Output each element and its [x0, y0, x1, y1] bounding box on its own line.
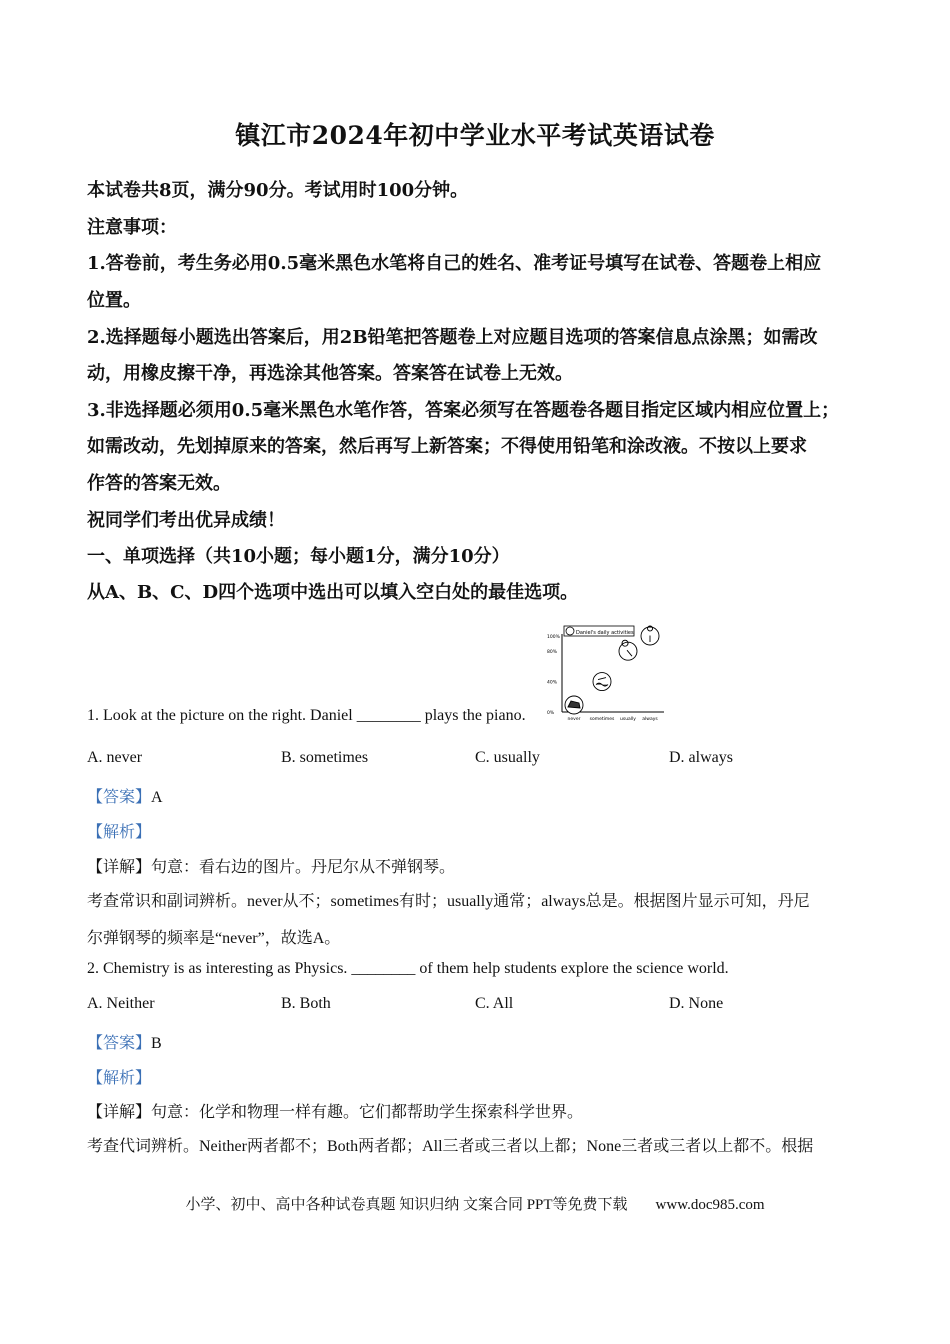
q2-option-c[interactable]: C. All	[475, 995, 514, 1012]
microphone-icon	[641, 626, 659, 645]
x-tick-label: always	[642, 717, 658, 722]
q1-analysis-line	[87, 819, 151, 842]
notice-heading: 注意事项：	[87, 217, 177, 238]
notice-item-3-cont2: 作答的答案无效。	[87, 473, 231, 494]
detail-tag: 【详解】	[87, 1104, 152, 1121]
q2-detail-line	[87, 1099, 583, 1122]
x-tick-label: never	[567, 717, 581, 722]
q1-option-d[interactable]: D. always	[669, 749, 733, 766]
notice-item-2: 2.选择题每小题选出答案后，用2B铅笔把答题卷上对应题目选项的答案信息点涂黑；如需改	[87, 327, 818, 348]
q2-explanation: 考查代词辨析。Neither两者都不；Both两者都；All三者或三者以上都；None三者或三者以上都不。根据	[87, 1138, 814, 1155]
q1-detail: 句意：看右边的图片。丹尼尔从不弹钢琴。	[151, 859, 456, 876]
notice-item-3-cont: 如需改动，先划掉原来的答案，然后再写上新答案；不得使用铅笔和涂改液。不按以上要求	[87, 436, 807, 457]
q1-answer-line	[87, 784, 163, 807]
swimming-icon	[593, 673, 611, 691]
chart-title: Daniel's daily activities	[576, 630, 634, 636]
y-tick-label: 100%	[547, 635, 560, 640]
q2-answer-line	[87, 1030, 162, 1053]
analysis-tag: 【解析】	[87, 1070, 152, 1087]
piano-icon	[565, 696, 583, 714]
q2-option-b[interactable]: B. Both	[281, 995, 331, 1012]
section-heading: 一、单项选择（共10小题；每小题1分，满分10分）	[87, 546, 510, 567]
q1-explanation: 考查常识和副词辨析。never从不；sometimes有时；usually通常；always总是。根据图片显示可知，丹尼	[87, 893, 810, 910]
q1-answer: A	[151, 789, 163, 806]
x-tick-label: usually	[620, 717, 636, 722]
q2-option-d[interactable]: D. None	[669, 995, 724, 1012]
answer-tag: 【答案】	[87, 789, 152, 806]
notice-item-1-cont: 位置。	[87, 290, 141, 311]
analysis-tag: 【解析】	[87, 824, 152, 841]
intro-line: 本试卷共8页，满分90分。考试用时100分钟。	[87, 180, 469, 201]
q1-detail-line	[87, 854, 455, 877]
notice-item-2-cont: 动，用橡皮擦干净，再选涂其他答案。答案答在试卷上无效。	[87, 363, 573, 384]
notice-item-3: 3.非选择题必须用0.5毫米黑色水笔作答，答案必须写在答题卷各题目指定区域内相应位置上；	[87, 400, 840, 421]
activity-chart	[546, 620, 666, 724]
footer-link[interactable]: www.doc985.com	[655, 1197, 765, 1213]
face-icon	[566, 627, 574, 635]
answer-tag: 【答案】	[87, 1035, 152, 1052]
x-tick-label: sometimes	[589, 717, 615, 722]
y-tick-label: 40%	[547, 680, 558, 686]
footer-text: 小学、初中、高中各种试卷真题 知识归纳 文案合同 PPT等免费下载	[185, 1197, 628, 1213]
q1-option-c[interactable]: C. usually	[475, 749, 540, 766]
q2-detail: 句意：化学和物理一样有趣。它们都帮助学生探索科学世界。	[151, 1104, 584, 1121]
y-tick-label: 0%	[547, 711, 555, 716]
q2-analysis-line	[87, 1065, 151, 1088]
notice-item-1: 1.答卷前，考生务必用0.5毫米黑色水笔将自己的姓名、准考证号填写在试卷、答题卷上相应	[87, 253, 822, 274]
badminton-icon	[619, 640, 637, 660]
y-tick-label: 80%	[547, 650, 558, 656]
q1-explanation-cont: 尔弹钢琴的频率是“never”，故选A。	[87, 930, 341, 947]
q2-option-a[interactable]: A. Neither	[87, 995, 155, 1012]
wish-line: 祝同学们考出优异成绩！	[87, 510, 285, 531]
detail-tag: 【详解】	[87, 859, 152, 876]
q2-answer: B	[151, 1035, 162, 1052]
q1-option-a[interactable]: A. never	[87, 749, 143, 766]
section-instruction: 从A、B、C、D四个选项中选出可以填入空白处的最佳选项。	[87, 582, 579, 603]
q1-option-b[interactable]: B. sometimes	[281, 749, 369, 766]
question-1-stem: 1. Look at the picture on the right. Daniel ________ plays the piano.	[87, 707, 526, 724]
page-footer	[0, 1193, 950, 1214]
question-2-stem: 2. Chemistry is as interesting as Physics. ________ of them help students explore the science world.	[87, 960, 729, 977]
page-title: 镇江市2024年初中学业水平考试英语试卷	[235, 121, 715, 150]
